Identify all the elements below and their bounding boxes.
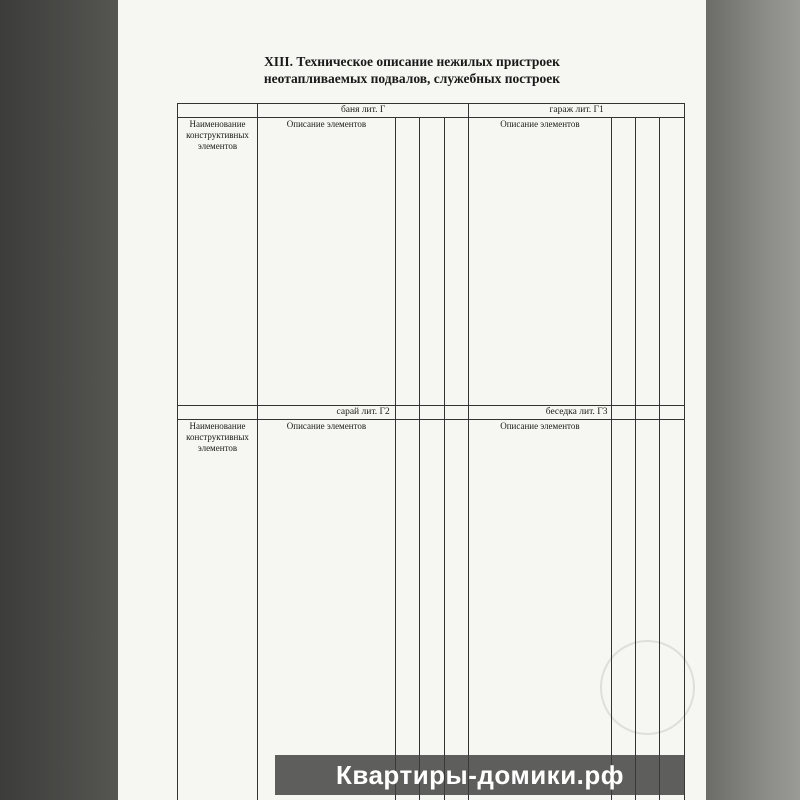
column-header-weight-after [662,421,680,800]
scan-background-right [706,0,800,800]
column-header-desc: Описание элементов [258,420,396,800]
column-header-desc: Описание элементов [469,118,611,800]
column-header-weight [398,421,416,800]
scan-background-left [0,0,118,800]
empty-header-cell [178,104,258,118]
site-watermark: Квартиры-домики.рф [275,755,685,795]
column-header-weight [614,421,632,800]
page-title [118,53,706,87]
section-title-shed: сарай лит. Г2 [258,406,469,420]
empty-header-cell [178,406,258,420]
column-header-desc: Описание элементов [258,118,396,800]
table-shed-gazebo [177,405,685,800]
column-header-name: Наименование конструктивных элементов [178,118,258,800]
column-header-name: Наименование конструктивных элементов [178,420,258,800]
column-header-coef [638,421,656,800]
column-header-coef [422,421,440,800]
section-title-bath: баня лит. Г [258,104,469,118]
title-line-1: XIII. Техническое описание нежилых пристроек [264,54,560,69]
section-title-gazebo: беседка лит. Г3 [469,406,685,420]
section-title-garage: гараж лит. Г1 [469,104,685,118]
column-header-weight-after [447,421,465,800]
column-header-desc: Описание элементов [469,420,611,800]
title-line-2: неотапливаемых подвалов, служебных построек [263,71,561,86]
